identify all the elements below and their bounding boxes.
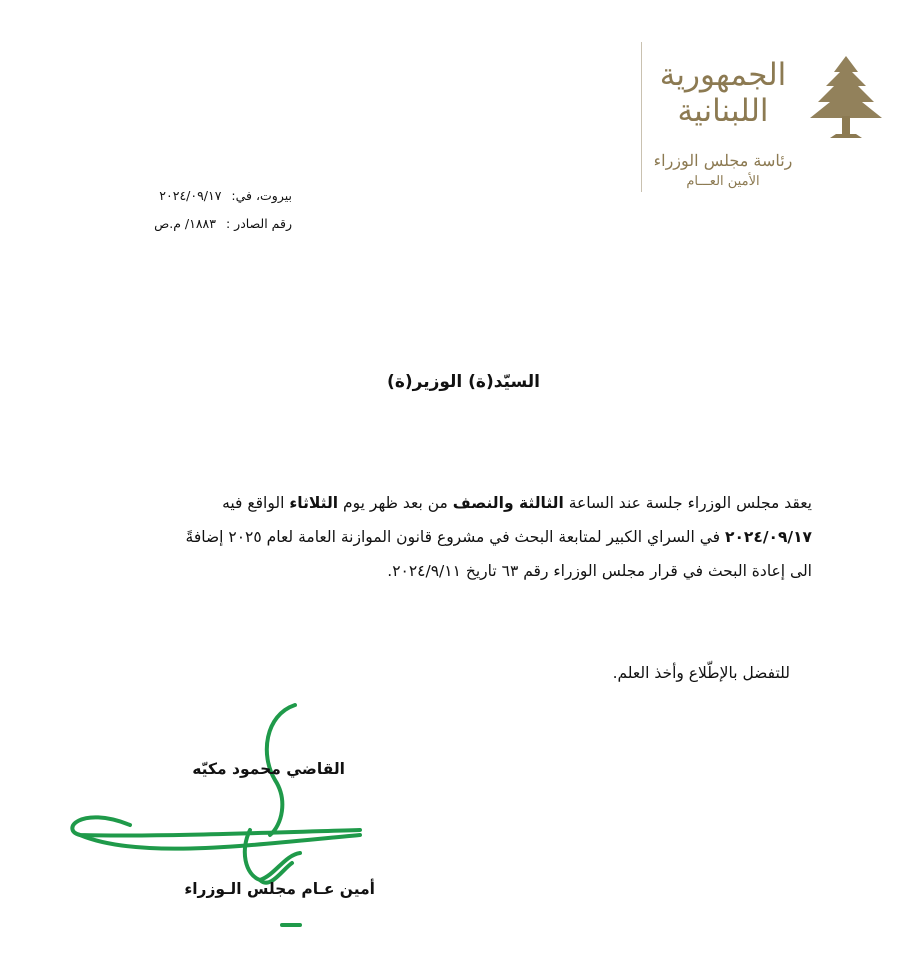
body-l2-rest: في السراي الكبير لمتابعة البحث في مشروع قانون الموازنة العامة لعام ٢٠٢٥ إضافةً xyxy=(185,528,725,546)
body-l1-c: من بعد ظهر يوم xyxy=(338,494,453,512)
date-value: ٢٠٢٤/٠٩/١٧ xyxy=(159,188,222,203)
letterhead-office xyxy=(652,150,794,192)
number-label: رقم الصادر : xyxy=(225,216,292,231)
body-line-3: الى إعادة البحث في قرار مجلس الوزراء رقم ٦٣ تاريخ ٢٠٢٤/٩/١١. xyxy=(387,562,812,580)
body-l1-e: الواقع فيه xyxy=(222,494,290,512)
reference-block xyxy=(72,182,292,238)
addressee-heading: السيّد(ة) الوزير(ة) xyxy=(387,372,540,392)
letterhead-divider xyxy=(641,42,642,192)
body-l2-date: ٢٠٢٤/٠٩/١٧ xyxy=(724,528,812,546)
number-value: ١٨٨٣/ م.ص xyxy=(154,216,216,231)
body-line-2 xyxy=(72,520,812,554)
letterhead-republic xyxy=(652,48,794,138)
office-line-1: رئاسة مجلس الوزراء xyxy=(653,151,793,170)
body-l1-time: الثالثة والنصف xyxy=(452,494,564,512)
body-l1-day: الثلاثاء xyxy=(289,494,339,512)
office-line-2: الأمين العـــام xyxy=(686,174,760,189)
closing-line: للتفضل بالإطّلاع وأخذ العلم. xyxy=(612,664,790,682)
reference-number-row xyxy=(72,210,292,238)
reference-date-row xyxy=(72,182,292,210)
date-label: بيروت، في: xyxy=(231,188,292,203)
republic-line-2: اللبنانية xyxy=(677,93,769,129)
body-paragraph xyxy=(72,486,812,588)
signer-title: أمين عـام مجلس الـوزراء xyxy=(184,880,375,898)
body-l1-a: يعقد مجلس الوزراء جلسة عند الساعة xyxy=(563,494,812,512)
republic-line-1: الجمهورية xyxy=(659,57,787,93)
signer-name: القاضي محمود مكيّه xyxy=(192,760,345,778)
body-line-1 xyxy=(72,486,812,520)
cedar-emblem-icon xyxy=(800,52,892,144)
